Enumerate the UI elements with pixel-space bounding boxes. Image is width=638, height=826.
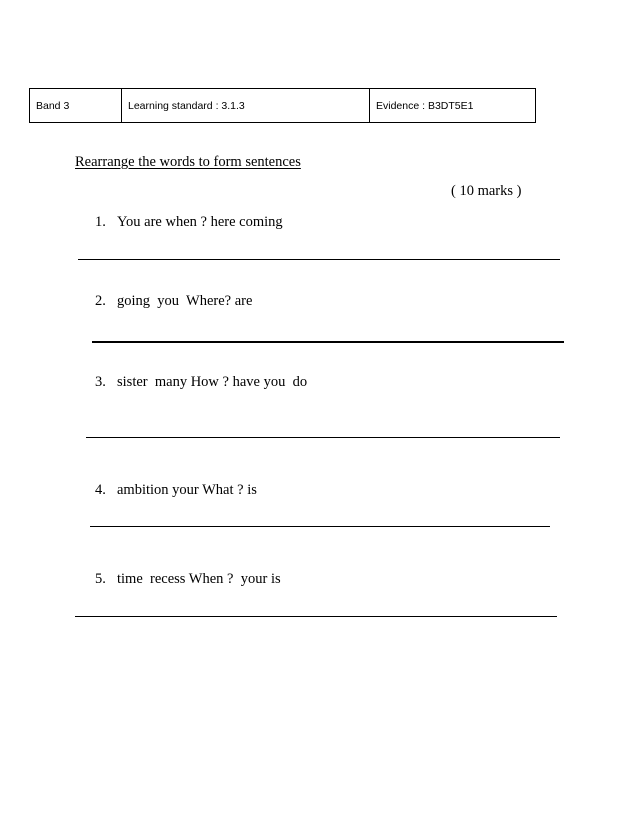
learning-standard-cell [121, 89, 369, 122]
answer-line[interactable] [92, 341, 564, 343]
header-table [29, 88, 536, 123]
question-number: 2. [95, 293, 106, 309]
question-item [95, 374, 307, 391]
question-text: ambition your What ? is [117, 482, 257, 498]
evidence-label: Evidence : B3DT5E1 [376, 99, 474, 112]
marks-label: ( 10 marks ) [451, 183, 522, 199]
question-text: time recess When ? your is [117, 571, 281, 587]
question-item [95, 482, 257, 499]
question-item [95, 214, 283, 231]
question-number: 4. [95, 482, 106, 498]
answer-line[interactable] [78, 259, 560, 260]
answer-line[interactable] [90, 526, 550, 527]
answer-line[interactable] [86, 437, 560, 438]
question-item [95, 571, 281, 588]
learning-standard-label: Learning standard : 3.1.3 [128, 99, 245, 112]
instruction-heading: Rearrange the words to form sentences [75, 154, 301, 170]
question-number: 5. [95, 571, 106, 587]
question-number: 3. [95, 374, 106, 390]
question-text: You are when ? here coming [117, 214, 283, 230]
evidence-cell [369, 89, 535, 122]
question-number: 1. [95, 214, 106, 230]
question-text: going you Where? are [117, 293, 253, 309]
question-text: sister many How ? have you do [117, 374, 308, 390]
band-label: Band 3 [36, 99, 70, 112]
answer-line[interactable] [75, 616, 557, 617]
band-cell [30, 89, 121, 122]
question-item [95, 293, 252, 310]
